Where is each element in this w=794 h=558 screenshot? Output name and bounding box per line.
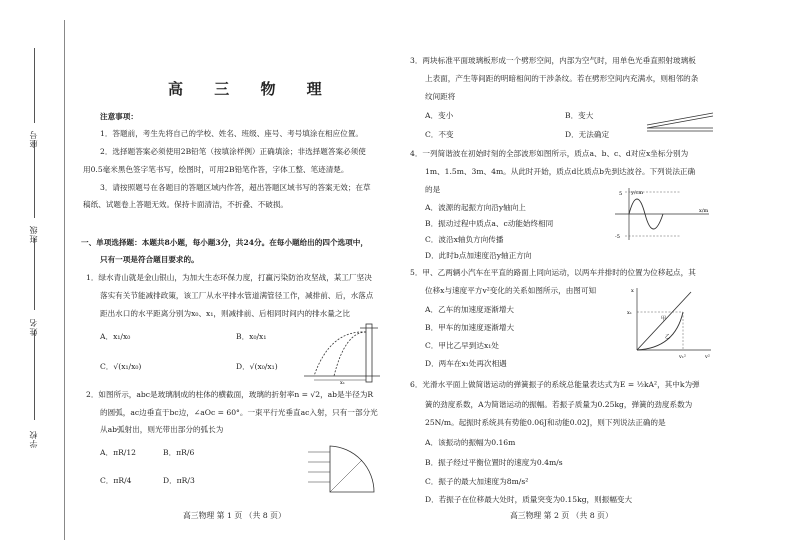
q4-wave-diagram [605,186,715,242]
q3-option-b[interactable]: B．变大 [565,111,594,120]
notice-3: 3．请按照题号在各题目的答题区域内作答，超出答题区域书写的答案无效；在草 [100,183,371,192]
page-title: 高 三 物 理 [168,80,335,98]
notice-3b: 稿纸、试题卷上答题无效。保持卡面清洁，不折叠、不破损。 [83,200,289,209]
q4-line-1: 4．一列简谐波在初始时刻的全部波形如图所示，质点a、b、c、d对应x坐标分别为 [410,149,689,158]
name-blank [34,238,35,310]
q3-option-a[interactable]: A．变小 [425,111,454,120]
q3-option-c[interactable]: C．不变 [425,130,454,139]
q1-x-label: x₁ [340,380,345,384]
notice-2b: 用0.5毫米黑色签字笔书写，绘图时，可用2B铅笔作答，字体工整、笔迹清楚。 [83,165,349,174]
q1-option-b[interactable]: B．x₀/x₁ [236,332,267,341]
q4-option-c[interactable]: C．波沿x轴负方向传播 [425,235,504,244]
q4-line-3: 的是 [425,185,441,194]
class-label: 班级 [29,225,38,243]
q4-option-a[interactable]: A．波源的起振方向沿y轴向上 [425,203,526,212]
q1-option-a[interactable]: A．x₁/x₀ [100,332,131,341]
q1-line-1: 1．绿水青山就是金山银山，为加大生态环保力度，打赢污染防治攻坚战，某工厂坚决 [86,273,372,282]
q5-option-d[interactable]: D．两车在x₁处再次相遇 [425,359,507,368]
q5-v1-label: v₁² [679,354,686,360]
q5-option-a[interactable]: A．乙车的加速度逐渐增大 [425,305,515,314]
q2-option-c[interactable]: C．πR/4 [100,476,132,485]
notice-heading: 注意事项： [100,112,138,121]
section-heading-2: 只有一项是符合题目要求的。 [100,255,199,264]
q5-jia-label: 甲 [661,316,667,322]
q1-line-2: 落实有关节能减排政策，该工厂从水平排水管道满管径工作，减排前、后，水落点 [100,291,374,300]
q2-line-3: 从ab弧射出，则光带出部分的弧长为 [100,425,224,434]
footer-page-2: 高三物理 第 2 页 （共 8 页） [510,511,613,520]
q4-x-axis-label: x/m [699,208,709,214]
q4-tick-neg5: -5 [615,234,620,240]
q6-option-d[interactable]: D．若振子在位移最大处时，质量突变为0.15kg，则振幅变大 [425,495,633,504]
q5-option-c[interactable]: C．甲比乙早到达x₁处 [425,341,499,350]
seat-blank [34,48,35,123]
q5-option-b[interactable]: B．甲车的加速度逐渐增大 [425,323,515,332]
q4-option-b[interactable]: B．振动过程中质点a、c动能始终相同 [425,219,554,228]
q2-glass-diagram [300,440,390,500]
q4-tick-5: 5 [619,191,623,197]
q4-line-2: 1m、1.5m、3m、4m。从此时开始，质点d比质点b先到达波谷。下列说法正确 [425,167,696,176]
q3-wedge-diagram [645,112,715,132]
seat-label: 座号 [29,130,38,148]
q5-line-1: 5．甲、乙两辆小汽车在平直的路面上同向运动，以两车并排时的位置为位移起点，其 [410,268,696,277]
school-label: 学校 [29,430,38,448]
q2-option-d[interactable]: D．πR/3 [163,476,195,485]
q2-line-2: 的圆弧，ac边垂直于bc边，∠aOc = 60°。一束平行光垂直ac入射，只有一部分光 [100,408,378,417]
q4-y-axis-label: y/cm [631,190,644,196]
q3-line-3: 纹间距将 [425,92,456,101]
q6-option-c[interactable]: C．振子的最大加速度为8m/s² [425,477,529,486]
q6-line-1: 6．光滑水平面上做简谐运动的弹簧振子的系统总能量表达式为E = ½kA²，其中k为弹 [410,380,700,389]
footer-page-1: 高三物理 第 1 页 （共 8 页） [183,511,286,520]
q5-yi-label: 乙 [665,334,671,340]
notice-2: 2．选择题答案必须使用2B铅笔（按填涂样例）正确填涂；非选择题答案必须使 [100,147,366,156]
q4-option-d[interactable]: D．此时b点加速度沿y轴正方向 [425,251,532,260]
notice-1: 1．答题前，考生先将自己的学校、姓名、班级、座号、考号填涂在相应位置。 [100,129,364,138]
q6-line-2: 簧的劲度系数，A为简谐运动的振幅。若振子质量为0.25kg，弹簧的劲度系数为 [425,400,693,409]
q3-option-d[interactable]: D．无法确定 [565,130,610,139]
q2-option-a[interactable]: A．πR/12 [100,448,137,457]
section-heading: 一、单项选择题：本题共8小题，每小题3分，共24分。在每小题给出的四个选项中， [81,238,368,247]
q1-option-c[interactable]: C．√(x₁/x₀) [100,362,142,371]
q6-line-3: 25N/m。起振时系统具有势能0.06J和动能0.02J，则下列说法正确的是 [425,418,666,427]
q5-line-2: 位移x与速度平方v²变化的关系如图所示，由图可知 [425,286,597,295]
school-blank [34,330,35,420]
q1-option-d[interactable]: D．√(x₀/x₁) [236,362,278,371]
class-blank [34,140,35,218]
q6-option-b[interactable]: B．振子经过平衡位置时的速度为0.4m/s [425,458,563,467]
q5-x-axis-label: x [631,288,634,294]
name-label: 姓名 [29,318,38,336]
q6-option-a[interactable]: A．该振动的振幅为0.16m [425,438,516,447]
q1-pipe-diagram [300,318,388,384]
q3-line-1: 3．两块标准平面玻璃板形成一个劈形空间，内部为空气时，用单色光垂直照射玻璃板 [410,56,696,65]
q5-x1-label: x₁ [627,310,632,316]
binding-line [64,20,65,540]
q1-line-3: 距出水口的水平距离分别为x₀、x₁，则减排前、后相同时间内的排水量之比 [100,309,351,318]
q5-graph-diagram [625,284,715,360]
q5-v-axis-label: v² [705,354,710,360]
q2-option-b[interactable]: B．πR/6 [163,448,195,457]
q2-line-1: 2．如图所示，abc是玻璃制成的柱体的横截面，玻璃的折射率n = √2，ab是半径为R [86,390,374,399]
q3-line-2: 上表面，产生等间距的明暗相间的干涉条纹。若在劈形空间内充满水，则相邻的条 [425,74,699,83]
